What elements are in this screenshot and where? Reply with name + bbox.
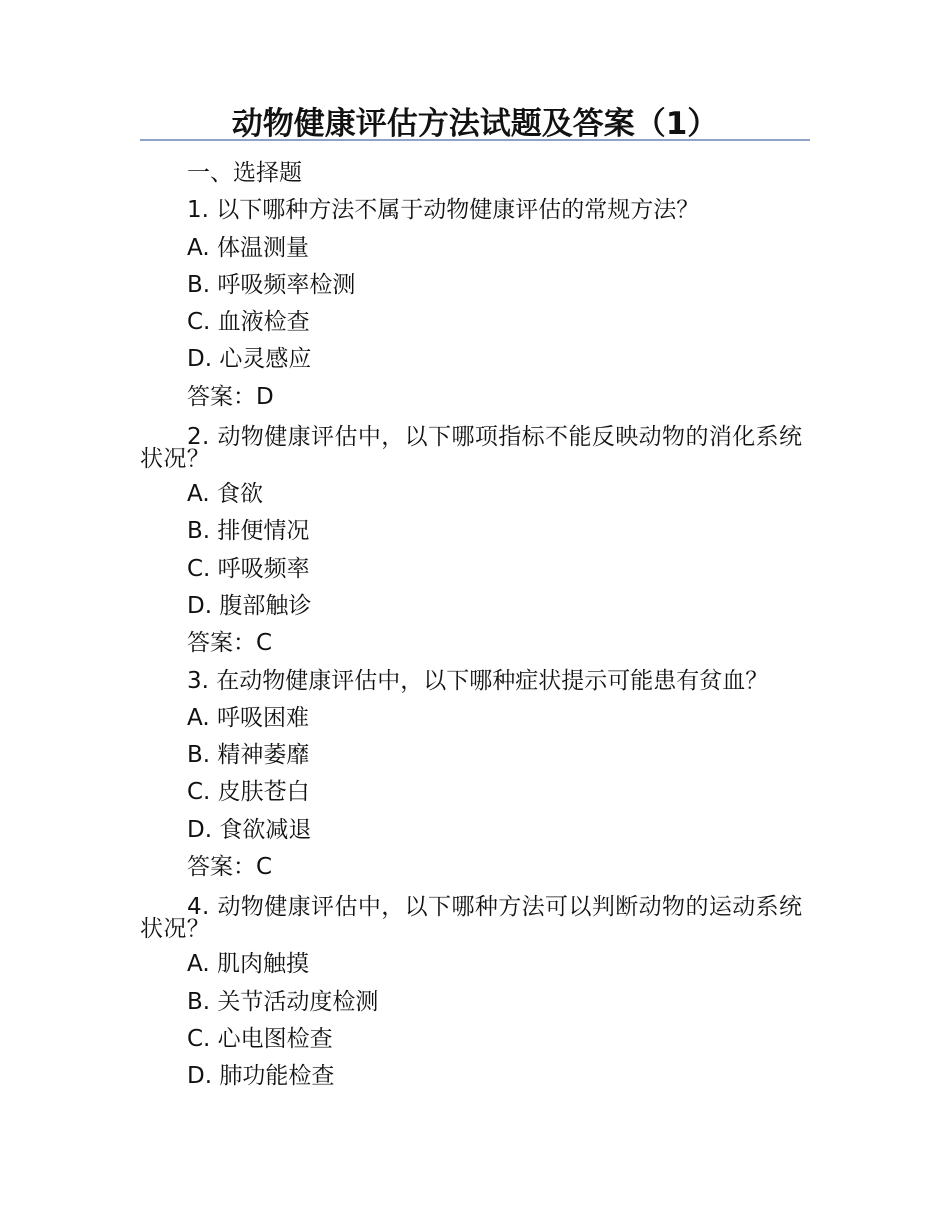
question-2-option-a: A. 食欲: [187, 481, 263, 508]
question-4-stem: 4. 动物健康评估中，以下哪种方法可以判断动物的运动系统状况？: [140, 894, 803, 943]
question-3-option-d: D. 食欲减退: [187, 816, 312, 843]
question-3-option-a: A. 呼吸困难: [187, 704, 309, 731]
question-3-stem: 3. 在动物健康评估中，以下哪种症状提示可能患有贫血？: [187, 667, 769, 694]
question-4-option-a: A. 肌肉触摸: [187, 951, 309, 978]
question-3-option-b: B. 精神萎靡: [187, 742, 310, 769]
question-4-option-c: C. 心电图检查: [187, 1025, 333, 1052]
question-3-answer: 答案：C: [187, 854, 273, 881]
question-2-answer: 答案：C: [187, 630, 273, 657]
question-2-stem: 2. 动物健康评估中，以下哪项指标不能反映动物的消化系统状况？: [140, 424, 803, 473]
question-1-option-d: D. 心灵感应: [187, 346, 312, 373]
question-4-option-d: D. 肺功能检查: [187, 1063, 335, 1090]
question-2-option-d: D. 腹部触诊: [187, 592, 312, 619]
section-heading: 一、选择题: [187, 160, 302, 186]
question-1-option-a: A. 体温测量: [187, 234, 309, 261]
page-title: 动物健康评估方法试题及答案（1）: [231, 106, 719, 142]
question-2-option-b: B. 排便情况: [187, 518, 310, 545]
question-3-option-c: C. 皮肤苍白: [187, 779, 310, 806]
question-1-answer: 答案：D: [187, 383, 274, 410]
title-underline: [140, 139, 810, 141]
question-1-option-b: B. 呼吸频率检测: [187, 271, 356, 298]
question-4-option-b: B. 关节活动度检测: [187, 988, 379, 1015]
question-1-stem: 1. 以下哪种方法不属于动物健康评估的常规方法？: [187, 197, 700, 224]
question-1-option-c: C. 血液检查: [187, 309, 310, 336]
question-2-option-c: C. 呼吸频率: [187, 555, 310, 582]
document-body: [140, 155, 810, 1096]
